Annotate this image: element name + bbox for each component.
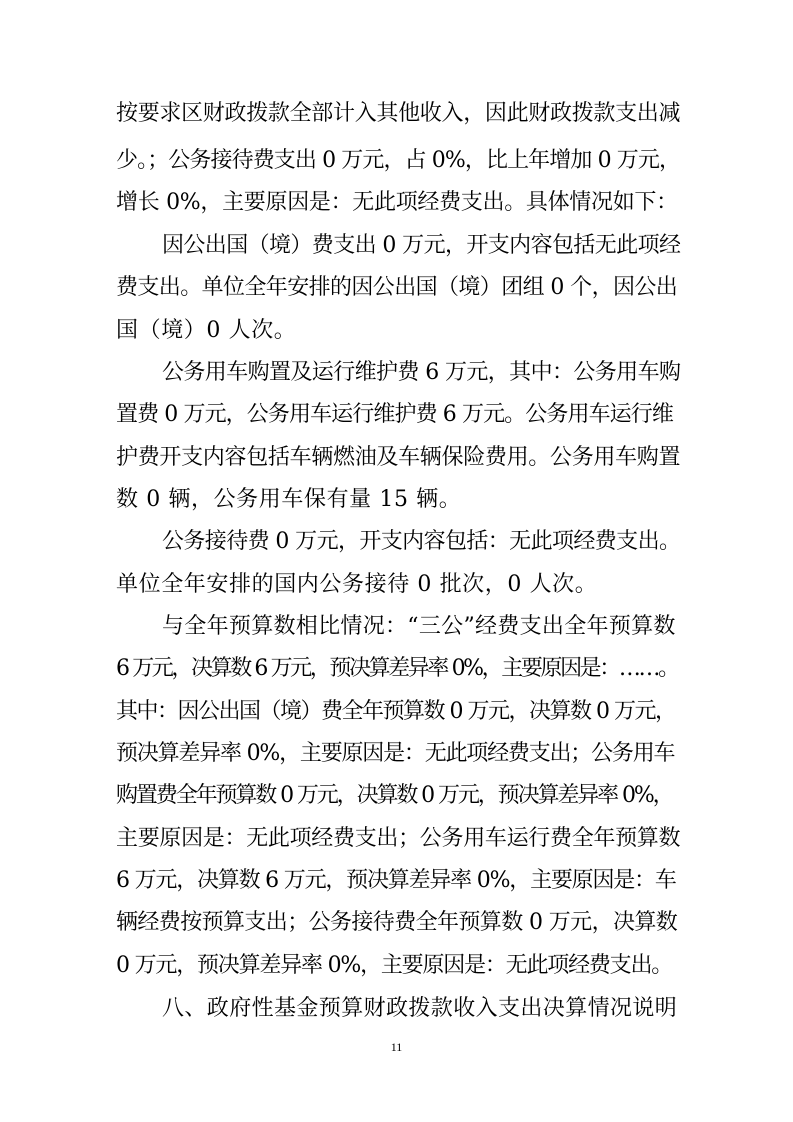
paragraph-line: 购置费全年预算数 0 万元，决算数 0 万元，预决算差异率 0%， (116, 783, 673, 808)
paragraph-line: 单位全年安排的国内公务接待 0 批次，0 人次。 (116, 572, 598, 597)
paragraph-line: 数 0 辆，公务用车保有量 15 辆。 (116, 487, 462, 512)
paragraph-line: 预决算差异率 0%，主要原因是：无此项经费支出；公务用车 (116, 741, 675, 766)
paragraph-line: 公务接待费 0 万元，开支内容包括：无此项经费支出。 (162, 529, 681, 554)
paragraph-line: 6 万元，决算数 6 万元，预决算差异率 0%，主要原因是：车 (116, 868, 676, 893)
paragraph-line: 少。；公务接待费支出 0 万元，占 0%，比上年增加 0 万元， (116, 148, 681, 173)
paragraph-line: 主要原因是：无此项经费支出；公务用车运行费全年预算数 (116, 826, 681, 851)
paragraph-line: 其中：因公出国（境）费全年预算数 0 万元，决算数 0 万元， (116, 699, 676, 724)
paragraph-line: 国（境）0 人次。 (116, 318, 297, 343)
paragraph-line: 费支出。单位全年安排的因公出国（境）团组 0 个，因公出 (116, 275, 678, 300)
page-number: 11 (390, 1040, 403, 1054)
paragraph-line: 因公出国（境）费支出 0 万元，开支内容包括无此项经 (162, 233, 681, 258)
paragraph-line: 公务用车购置及运行维护费 6 万元，其中：公务用车购 (162, 360, 681, 385)
paragraph-line: 与全年预算数相比情况：“三公”经费支出全年预算数 (162, 614, 676, 639)
paragraph-line: 置费 0 万元，公务用车运行维护费 6 万元。公务用车运行维 (116, 402, 673, 427)
paragraph-line: 护费开支内容包括车辆燃油及车辆保险费用。公务用车购置 (116, 445, 681, 470)
section-heading: 八、政府性基金预算财政拨款收入支出决算情况说明 (162, 996, 678, 1021)
paragraph-line: 6 万元，决算数 6 万元，预决算差异率 0%，主要原因是：……。 (116, 656, 678, 681)
paragraph-line: 按要求区财政拨款全部计入其他收入，因此财政拨款支出减 (116, 101, 681, 126)
paragraph-line: 增长 0%，主要原因是：无此项经费支出。具体情况如下： (116, 190, 678, 215)
paragraph-line: 辆经费按预算支出；公务接待费全年预算数 0 万元，决算数 (116, 910, 678, 935)
paragraph-line: 0 万元，预决算差异率 0%，主要原因是：无此项经费支出。 (116, 953, 673, 978)
